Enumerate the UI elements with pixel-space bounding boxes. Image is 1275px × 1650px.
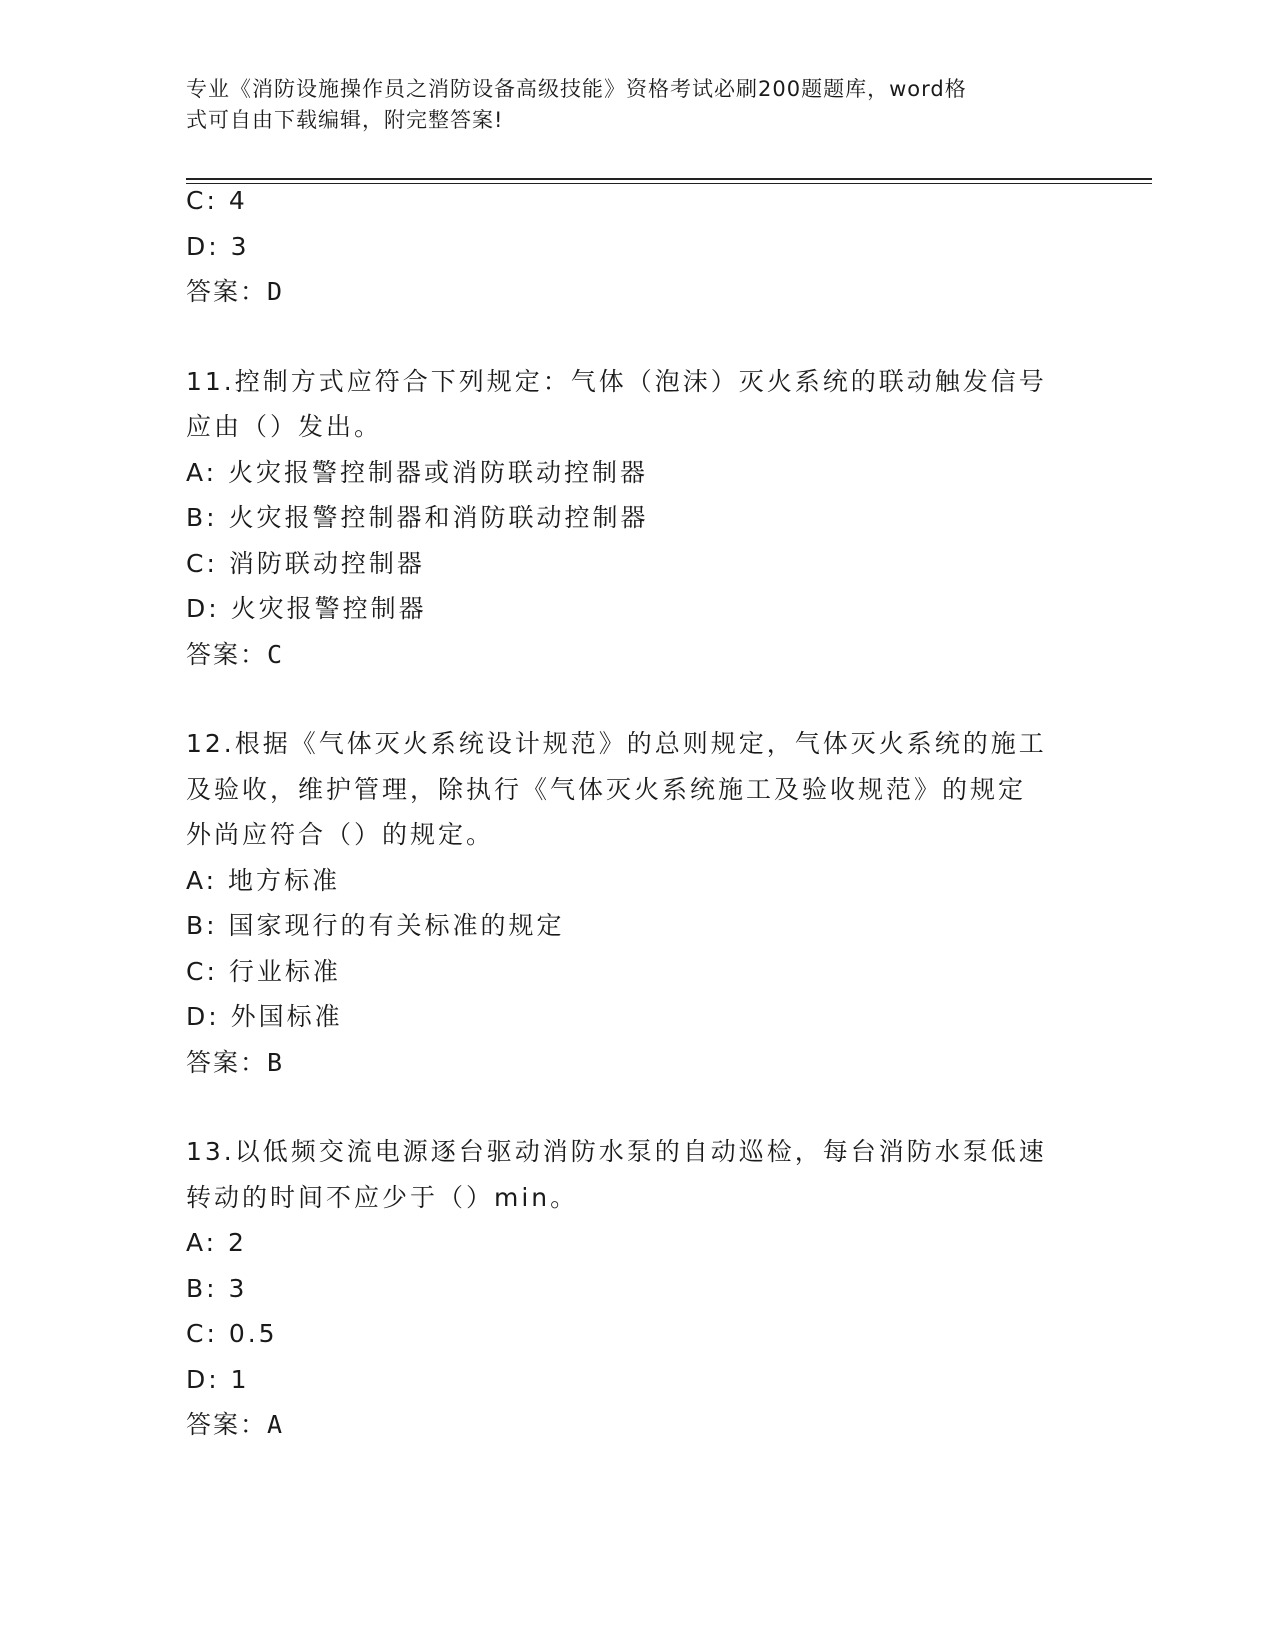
spacer	[186, 315, 1086, 359]
question-stem-line: 及验收，维护管理，除执行《气体灭火系统施工及验收规范》的规定	[186, 774, 1027, 804]
header-line-2: 式可自由下载编辑，附完整答案!	[186, 108, 504, 132]
answer-label: 答案：D	[186, 277, 285, 306]
question-stem-line: 转动的时间不应少于（）min。	[186, 1182, 579, 1212]
question-stem-line: 12.根据《气体灭火系统设计规范》的总则规定，气体灭火系统的施工	[186, 729, 1047, 758]
option-d: D: 3	[186, 231, 250, 261]
question-list	[186, 178, 1086, 1448]
option-c: C: 0.5	[186, 1319, 278, 1348]
option-d: D: 1	[186, 1364, 250, 1394]
question-stem-line: 11.控制方式应符合下列规定：气体（泡沫）灭火系统的联动触发信号	[186, 366, 1047, 396]
option-c: C: 消防联动控制器	[186, 548, 425, 578]
header-line-1: 专业《消防设施操作员之消防设备高级技能》资格考试必刷200题题库，word格	[186, 77, 967, 101]
document-header	[186, 74, 1066, 136]
option-a: A: 2	[186, 1228, 247, 1257]
option-d: D: 火灾报警控制器	[186, 594, 427, 623]
option-b: B: 火灾报警控制器和消防联动控制器	[186, 503, 649, 532]
question-block-10	[186, 178, 1086, 315]
spacer	[186, 1085, 1086, 1129]
question-stem-line: 应由（）发出。	[186, 412, 383, 441]
spacer	[186, 677, 1086, 721]
option-c: C: 行业标准	[186, 956, 341, 986]
question-block-11	[186, 359, 1086, 678]
question-block-12	[186, 721, 1086, 1085]
option-d: D: 外国标准	[186, 1002, 343, 1031]
option-a: A: 地方标准	[186, 865, 341, 895]
answer-label: 答案：A	[186, 1410, 285, 1439]
option-a: A: 火灾报警控制器或消防联动控制器	[186, 457, 649, 487]
option-b: B: 国家现行的有关标准的规定	[186, 911, 565, 940]
answer-label: 答案：B	[186, 1047, 285, 1077]
answer-label: 答案：C	[186, 639, 285, 669]
question-stem-line: 13.以低频交流电源逐台驱动消防水泵的自动巡检，每台消防水泵低速	[186, 1137, 1047, 1166]
option-b: B: 3	[186, 1273, 248, 1303]
question-stem-line: 外尚应符合（）的规定。	[186, 820, 495, 849]
option-c: C: 4	[186, 186, 248, 215]
question-block-13	[186, 1129, 1086, 1448]
